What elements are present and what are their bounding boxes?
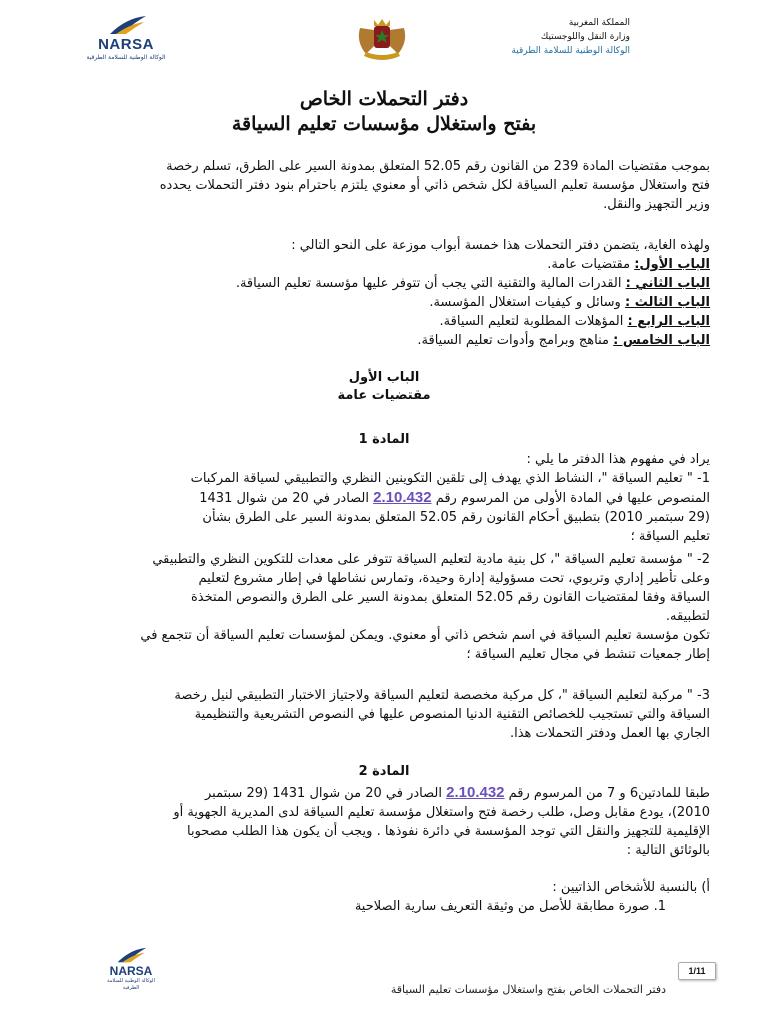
decree-link[interactable]: 2.10.432 — [373, 489, 432, 506]
footer-logo-tagline: الوكالة الوطنية للسلامة الطرقية — [107, 978, 155, 991]
article-heading — [250, 432, 518, 447]
chapter-label: الباب الخامس : — [613, 333, 710, 348]
chapter-item — [58, 312, 710, 331]
wing-icon — [116, 946, 148, 964]
section-heading: الباب الأول — [348, 370, 420, 385]
article-lead: يراد في مفهوم هذا الدفتر ما يلي : — [526, 452, 710, 467]
article-heading-text: المادة 1 — [358, 432, 410, 447]
page-subtitle: بفتح واستغلال مؤسسات تعليم السياقة — [231, 113, 537, 135]
chapter-item — [58, 255, 710, 274]
logo-text: NARSA — [98, 36, 154, 53]
definition-line: وعلى تأطير إداري وتربوي، تحت مسؤولية إدارة وحيدة، وتمارس نشاطها في إطار مشروع لتعليم — [198, 571, 710, 586]
article-line: 2010)، يودع مقابل وصل، طلب رخصة فتح واستغلال مؤسسة تعليم السياقة لدى المديرية الجهوية أو — [173, 805, 710, 820]
chapter-item — [58, 274, 710, 293]
list-item: 1. صورة مطابقة للأصل من وثيقة التعريف سارية الصلاحية — [354, 899, 666, 914]
definition-text: المنصوص عليها في المادة الأولى من المرسوم رقم — [435, 491, 710, 506]
decree-link[interactable]: 2.10.432 — [446, 784, 505, 801]
chapter-text: مقتضيات عامة. — [547, 257, 631, 272]
article-line — [58, 783, 710, 803]
article2-body — [58, 783, 710, 916]
definition-line: لتطبيقه. — [665, 609, 710, 624]
article-heading-text: المادة 2 — [358, 764, 410, 779]
definition-line: 1- " تعليم السياقة "، النشاط الذي يهدف إلى تلقين التكوينين النظري والتطبيقي لسياقة المركبات — [190, 471, 710, 486]
article-line: الإقليمية للتجهيز والنقل التي توجد المؤسسة في دائرة نفوذها . ويجب أن يكون هذا الطلب مصحوبا — [186, 824, 710, 839]
definition-line: (29 سبتمبر 2010) بتطبيق أحكام القانون رقم 52.05 المتعلق بمدونة السير على الطرق بشأن — [202, 510, 710, 525]
definition-line: إطار جمعيات تنشط في مجال تعليم السياقة ؛ — [466, 647, 710, 662]
footer-narsa-logo — [100, 946, 162, 1006]
page-title: دفتر التحملات الخاص — [299, 88, 469, 110]
chapters-list — [58, 236, 710, 350]
intro-line: وزير التجهيز والنقل. — [603, 197, 710, 212]
ministry-header — [450, 16, 630, 58]
definition-line: 2- " مؤسسة تعليم السياقة "، كل بنية مادية لتعليم السياقة تتوفر على معدات للتكوين النظري والتطبيقي — [152, 552, 710, 567]
definition-text: الصادر في 20 من شوال 1431 — [199, 491, 370, 506]
kingdom-line: المملكة المغربية — [568, 18, 630, 28]
chapters-intro: ولهذه الغاية، يتضمن دفتر التحملات هذا خمسة أبواب موزعة على النحو التالي : — [291, 238, 710, 253]
chapter-text: القدرات المالية والتقنية التي يجب أن تتوفر عليها مؤسسة تعليم السياقة. — [235, 276, 622, 291]
chapter-text: مناهج وبرامج وأدوات تعليم السياقة. — [417, 333, 609, 348]
definition-line: تكون مؤسسة تعليم السياقة في اسم شخص ذاتي أو معنوي. ويمكن لمؤسسات تعليم السياقة أن تتجمع في — [140, 628, 710, 643]
chapter-item — [58, 293, 710, 312]
chapter-text: المؤهلات المطلوبة لتعليم السياقة. — [439, 314, 624, 329]
agency-line: الوكالة الوطنية للسلامة الطرقية — [511, 46, 630, 56]
coat-of-arms-icon — [354, 16, 410, 64]
article1-body — [58, 450, 710, 743]
chapter-item — [58, 331, 710, 350]
narsa-logo — [86, 14, 166, 74]
definition-line: تعليم السياقة ؛ — [630, 529, 710, 544]
chapter-label: الباب الرابع : — [627, 314, 710, 329]
intro-line: بموجب مقتضيات المادة 239 من القانون رقم 52.05 المتعلق بمدونة السير على الطرق، تسلم رخصة — [166, 159, 710, 174]
article-text: طبقا للمادتين6 و 7 من المرسوم رقم — [508, 786, 710, 801]
chapter-label: الباب الثاني : — [625, 276, 710, 291]
definition-line — [58, 488, 710, 508]
article-heading — [250, 764, 518, 779]
page-number-badge: 1/11 — [678, 962, 716, 980]
ministry-line: وزارة النقل واللوجستيك — [540, 32, 630, 42]
article-text: الصادر في 20 من شوال 1431 (29 سبتمبر — [204, 786, 442, 801]
footer-logo-text: NARSA — [109, 964, 153, 978]
article-line: بالوثائق التالية : — [626, 843, 710, 858]
intro-line: فتح واستغلال مؤسسة تعليم السياقة لكل شخص ذاتي أو معنوي يلتزم باحترام بنود دفتر التحملات يحدده — [159, 178, 710, 193]
definition-line: 3- " مركبة لتعليم السياقة "، كل مركبة مخصصة لتعليم السياقة ولاجتياز الاختبار التطبيقي لنيل رخصة — [174, 688, 710, 703]
intro-paragraph — [58, 157, 710, 214]
definition-line: الجاري بها العمل ودفتر التحملات هذا. — [509, 726, 710, 741]
definition-line: السياقة والتي تستجيب للخصائص التقنية الدنيا المنصوص عليها في النصوص التشريعية والتنظيمية — [194, 707, 710, 722]
footer-doc-title: دفتر التحملات الخاص بفتح واستغلال مؤسسات تعليم السياقة — [390, 983, 666, 996]
chapter-label: الباب الأول: — [634, 257, 710, 272]
definition-line: السياقة وفقا لمقتضيات القانون رقم 52.05 المتعلق بمدونة السير على الطرق والنصوص المتخذة — [190, 590, 710, 605]
chapter-label: الباب الثالث : — [624, 295, 710, 310]
logo-tagline: الوكالة الوطنية للسلامة الطرقية — [86, 54, 166, 61]
section-subheading: مقتضيات عامة — [337, 388, 431, 403]
sub-heading: أ) بالنسبة للأشخاص الذاتيين : — [552, 880, 710, 895]
wing-icon — [108, 14, 148, 36]
chapter-text: وسائل و كيفيات استغلال المؤسسة. — [429, 295, 621, 310]
